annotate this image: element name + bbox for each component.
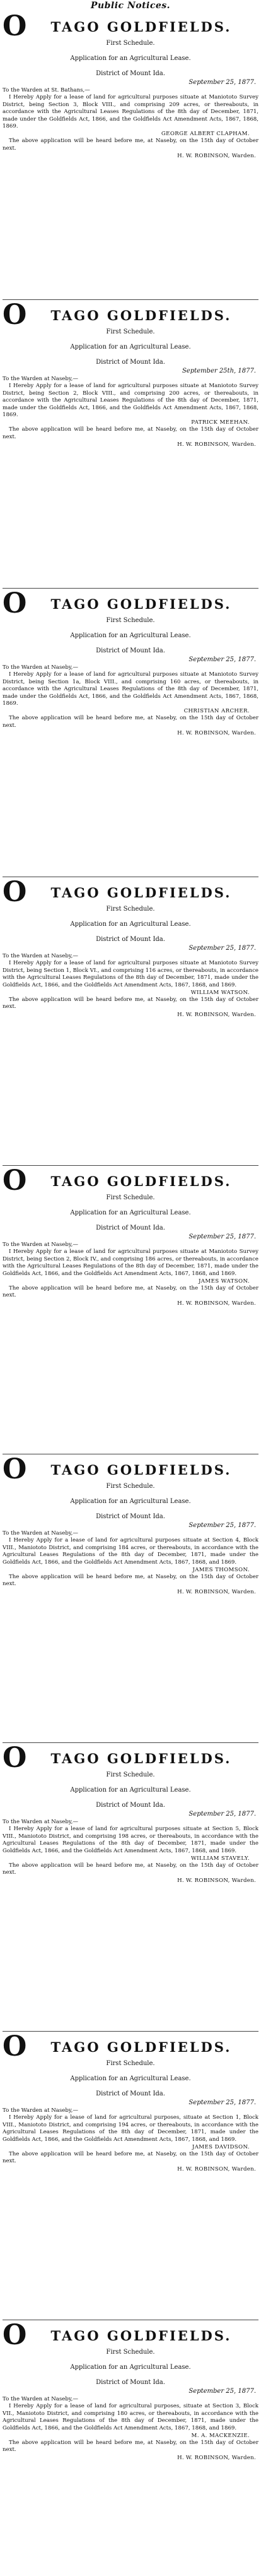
hearing-clause: The above application will be heard before me, at Naseby, on the 15th day of October next.: [3, 715, 258, 729]
salutation: To the Warden at Naseby,—: [3, 2396, 78, 2402]
notice-date: September 25, 1877.: [188, 2388, 256, 2395]
warden-signature: H. W. ROBINSON, Warden.: [177, 441, 256, 448]
application-text: I Hereby Apply for a lease of land for agricultural purposes situate at Maniototo Survey District, being Section 3, Block VIII., and comprising 209 acres, or thereabouts, in accordance with the Agricultural Leases Regulations of the 8th day of December, 1871, made under the Goldfields Act, 1866, and the Goldfields Act Amendment Acts, 1867, 1868, 1869.: [3, 94, 258, 130]
notice-title: TAGO GOLDFIELDS.: [50, 2039, 232, 2055]
application-text: I Hereby Apply for a lease of land for agricultural purposes, situate at Section 3, Block VII., Maniototo District, and comprising 180 acres, or thereabouts, in accordance with the Agricultural Leases Regulations of the 8th day of December, 1871, made under the Goldfields Act, 1866, and the Goldfields Act Amendment Acts, 1867, 1868, and 1869.: [3, 2403, 258, 2431]
applicant-name: PATRICK MEEHAN.: [191, 419, 250, 426]
application-text: I Hereby Apply for a lease of land for agricultural purposes situate at Maniototo Survey District, being Section 1a, Block VIII., and comprising 160 acres, or thereabouts, in accordance with the Agricultural Leases Regulations of the 8th day of December, 1871, made under the Goldfields Act, 1866, and the Goldfields Act Amendment Acts, 1867, 1868, 1869.: [3, 671, 258, 707]
application-text: I Hereby Apply for a lease of land for agricultural purposes, situate at Section 1, Block VIII., Maniototo District, and comprising 194 acres, or thereabouts, in accordance with the Agricultural Leases Regulations of the 8th day of December, 1871, made under the Goldfields Act, 1866, and the Goldfields Act Amendment Acts, 1867, 1868, and 1869.: [3, 2114, 258, 2143]
district-label: District of Mount Ida.: [96, 647, 165, 654]
salutation: To the Warden at Naseby,—: [3, 664, 78, 671]
warden-signature: H. W. ROBINSON, Warden.: [177, 2454, 256, 2461]
notice-date: September 25, 1877.: [188, 945, 256, 952]
applicant-name: WILLIAM STAVELY.: [190, 1855, 250, 1862]
notice-title: TAGO GOLDFIELDS.: [50, 1173, 232, 1189]
hearing-clause: The above application will be heard before me, at Naseby, on the 15th day of October next.: [3, 426, 258, 440]
notices-list: [3, 11, 258, 2576]
application-text: I Hereby Apply for a lease of land for agricultural purposes situate at Maniototo Survey District, being Section 2, Block VIII., and comprising 200 acres, or thereabouts, in accordance with the Agricultural Leases Regulations of the 8th day of December, 1871, made under the Goldfields Act, 1866, and the Goldfields Act Amendment Acts, 1867, 1868, 1869.: [3, 383, 258, 419]
application-label: Application for an Agricultural Lease.: [70, 921, 191, 928]
application-label: Application for an Agricultural Lease.: [70, 1498, 191, 1505]
schedule-label: First Schedule.: [106, 2060, 155, 2067]
decorative-initial-o: O: [3, 2320, 27, 2351]
decorative-initial-o: O: [3, 11, 27, 42]
notice-header: [3, 11, 258, 42]
notice-header: [3, 1166, 258, 1197]
notice-body: [3, 2396, 258, 2432]
notice-title: TAGO GOLDFIELDS.: [50, 19, 232, 35]
hearing-clause: The above application will be heard before me, at Naseby, on the 15th day of October next.: [3, 1862, 258, 1876]
schedule-label: First Schedule.: [106, 1194, 155, 1201]
district-label: District of Mount Ida.: [96, 2379, 165, 2386]
district-label: District of Mount Ida.: [96, 2090, 165, 2097]
notice-header: [3, 589, 258, 620]
application-text: I Hereby Apply for a lease of land for agricultural purposes situate at Maniototo Survey District, being Section 1, Block VI., and comprising 116 acres, or thereabouts, in accordance with the Agricultural Leases Regulations of the 8th day of December, 1871, made under the Goldfields Act, 1866, and the Goldfields Act Amendment Acts, 1867, 1868, and 1869.: [3, 960, 258, 988]
decorative-initial-o: O: [3, 1166, 27, 1197]
notice-date: September 25th, 1877.: [182, 368, 256, 374]
warden-signature: H. W. ROBINSON, Warden.: [177, 730, 256, 737]
notice-header: [3, 300, 258, 331]
application-label: Application for an Agricultural Lease.: [70, 344, 191, 350]
notice-date: September 25, 1877.: [188, 1233, 256, 1240]
notice-body: [3, 2107, 258, 2143]
warden-signature: H. W. ROBINSON, Warden.: [177, 1877, 256, 1884]
warden-signature: H. W. ROBINSON, Warden.: [177, 153, 256, 160]
decorative-initial-o: O: [3, 1454, 27, 1485]
warden-signature: H. W. ROBINSON, Warden.: [177, 1300, 256, 1307]
applicant-name: GEORGE ALBERT CLAPHAM.: [161, 131, 250, 138]
section-heading: Public Notices.: [90, 1, 171, 11]
salutation: To the Warden at Naseby,—: [3, 376, 78, 382]
salutation: To the Warden at St. Bathans,—: [3, 87, 90, 93]
district-label: District of Mount Ida.: [96, 1513, 165, 1520]
notice-title: TAGO GOLDFIELDS.: [50, 1462, 232, 1478]
hearing-clause: The above application will be heard before me, at Naseby, on the 15th day of October next.: [3, 2151, 258, 2165]
notice-title: TAGO GOLDFIELDS.: [50, 1751, 232, 1766]
decorative-initial-o: O: [3, 589, 27, 620]
hearing-clause: The above application will be heard before me, at Naseby, on the 15th day of October next.: [3, 1285, 258, 1299]
application-text: I Hereby Apply for a lease of land for agricultural purposes situate at Section 5, Block VIII., Maniototo District, and comprising 198 acres, or thereabouts, in accordance with the Agricultural Leases Regulations of the 8th day of December, 1871, made under the Goldfields Act, 1866, and the Goldfields Act Amendment Acts, 1867, 1868, and 1869.: [3, 1826, 258, 1854]
notice-date: September 25, 1877.: [188, 79, 256, 86]
notice: [3, 2032, 258, 2320]
applicant-name: WILLIAM WATSON.: [190, 990, 250, 997]
district-label: District of Mount Ida.: [96, 1802, 165, 1809]
applicant-name: M. A. MACKENZIE.: [191, 2433, 250, 2440]
application-label: Application for an Agricultural Lease.: [70, 2364, 191, 2371]
decorative-initial-o: O: [3, 300, 27, 331]
schedule-label: First Schedule.: [106, 328, 155, 335]
notice-body: [3, 1530, 258, 1566]
notice: [3, 877, 258, 1166]
schedule-label: First Schedule.: [106, 2349, 155, 2356]
notice-date: September 25, 1877.: [188, 1811, 256, 1818]
notice-header: [3, 2320, 258, 2351]
notice-title: TAGO GOLDFIELDS.: [50, 885, 232, 901]
district-label: District of Mount Ida.: [96, 936, 165, 943]
notice-body: [3, 1242, 258, 1278]
schedule-label: First Schedule.: [106, 617, 155, 624]
notice-body: [3, 1819, 258, 1855]
applicant-name: JAMES WATSON.: [198, 1278, 250, 1285]
notice-body: [3, 953, 258, 989]
application-label: Application for an Agricultural Lease.: [70, 1787, 191, 1794]
applicant-name: JAMES DAVIDSON.: [192, 2144, 250, 2151]
notice-date: September 25, 1877.: [188, 2099, 256, 2106]
notice-body: [3, 664, 258, 707]
notice-header: [3, 2032, 258, 2063]
salutation: To the Warden at Naseby,—: [3, 1242, 78, 1248]
notice: [3, 11, 258, 300]
notice: [3, 2320, 258, 2576]
application-label: Application for an Agricultural Lease.: [70, 632, 191, 639]
notice-title: TAGO GOLDFIELDS.: [50, 308, 232, 323]
district-label: District of Mount Ida.: [96, 70, 165, 77]
schedule-label: First Schedule.: [106, 906, 155, 913]
district-label: District of Mount Ida.: [96, 359, 165, 366]
schedule-label: First Schedule.: [106, 40, 155, 47]
schedule-label: First Schedule.: [106, 1483, 155, 1490]
salutation: To the Warden at Naseby,—: [3, 2107, 78, 2114]
notice: [3, 1166, 258, 1454]
notice-body: [3, 376, 258, 419]
applicant-name: JAMES THOMSON.: [192, 1567, 250, 1574]
applicant-name: CHRISTIAN ARCHER.: [183, 708, 250, 715]
notice-date: September 25, 1877.: [188, 656, 256, 663]
notice-date: September 25, 1877.: [188, 1522, 256, 1529]
salutation: To the Warden at Naseby,—: [3, 1819, 78, 1825]
decorative-initial-o: O: [3, 2032, 27, 2063]
decorative-initial-o: O: [3, 877, 27, 908]
hearing-clause: The above application will be heard before me, at Naseby, on the 15th day of October next.: [3, 1574, 258, 1588]
notice-header: [3, 1454, 258, 1485]
notice-header: [3, 877, 258, 908]
salutation: To the Warden at Naseby,—: [3, 1530, 78, 1537]
warden-signature: H. W. ROBINSON, Warden.: [177, 1011, 256, 1018]
notice-title: TAGO GOLDFIELDS.: [50, 596, 232, 612]
application-text: I Hereby Apply for a lease of land for agricultural purposes situate at Section 4, Block VIII., Maniototo District, and comprising 184 acres, or thereabouts, in accordance with the Agricultural Leases Regulations of the 8th day of December, 1871, made under the Goldfields Act, 1866, and the Goldfields Act Amendment Acts, 1867, 1868, and 1869.: [3, 1537, 258, 1566]
notice: [3, 589, 258, 877]
notice-header: [3, 1743, 258, 1774]
application-label: Application for an Agricultural Lease.: [70, 1209, 191, 1216]
hearing-clause: The above application will be heard before me, at Naseby, on the 15th day of October next.: [3, 2440, 258, 2453]
notice: [3, 1743, 258, 2032]
district-label: District of Mount Ida.: [96, 1225, 165, 1231]
application-text: I Hereby Apply for a lease of land for agricultural purposes situate at Maniototo Survey District, being Section 2, Block IV., and comprising 186 acres, or thereabouts, in accordance with the Agricultural Leases Regulations of the 8th day of December, 1871, made under the Goldfields Act, 1866, and the Goldfields Act Amendment Acts, 1867, 1868, and 1869.: [3, 1249, 258, 1277]
notice-title: TAGO GOLDFIELDS.: [50, 2328, 232, 2344]
salutation: To the Warden at Naseby,—: [3, 953, 78, 959]
notice: [3, 300, 258, 589]
warden-signature: H. W. ROBINSON, Warden.: [177, 1588, 256, 1595]
hearing-clause: The above application will be heard before me, at Naseby, on the 15th day of October next.: [3, 997, 258, 1010]
application-label: Application for an Agricultural Lease.: [70, 2075, 191, 2082]
warden-signature: H. W. ROBINSON, Warden.: [177, 2166, 256, 2172]
application-label: Application for an Agricultural Lease.: [70, 55, 191, 62]
notice: [3, 1454, 258, 1743]
hearing-clause: The above application will be heard before me, at Naseby, on the 15th day of October next.: [3, 138, 258, 152]
notice-body: [3, 87, 258, 130]
schedule-label: First Schedule.: [106, 1771, 155, 1778]
decorative-initial-o: O: [3, 1743, 27, 1774]
